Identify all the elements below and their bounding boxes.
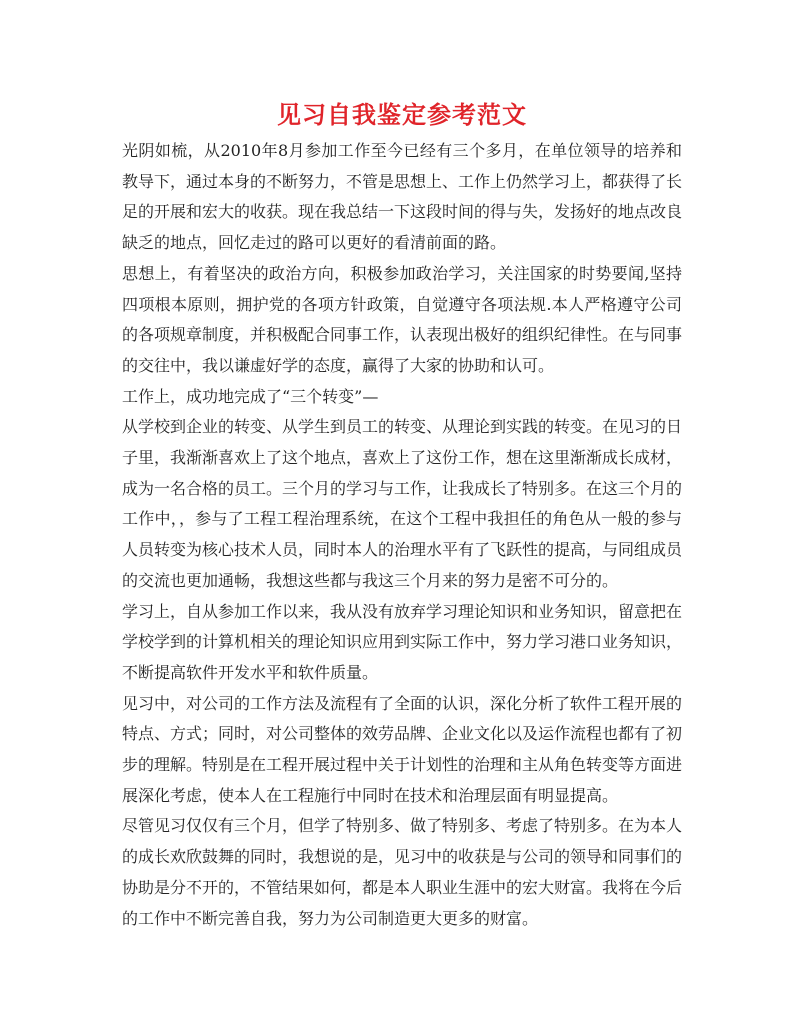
paragraph-conclusion: 尽管见习仅仅有三个月，但学了特别多、做了特别多、考虑了特别多。在为本人的成长欢欣鼓舞的同时，我想说的是，见习中的收获是与公司的领导和同事们的协助是分不开的，不管结果如何，都是本人职业生涯中的宏大财富。我将在今后的工作中不断完善自我，努力为公司制造更大更多的财富。 [122,816,683,928]
paragraph-thought: 思想上，有着坚决的政治方向，积极参加政治学习，关注国家的时势要闻,坚持四项根本原则，拥护党的各项方针政策，自觉遵守各项法规.本人严格遵守公司的各项规章制度，并积极配合同事工作，认表现出极好的组织纪律性。在与同事的交往中，我以谦虚好学的态度，赢得了大家的协助和认可。 [122,263,683,375]
document-title: 见习自我鉴定参考范文 [277,100,527,129]
paragraph-work-heading: 工作上，成功地完成了“三个转变”— [122,386,379,406]
paragraph-study: 学习上，自从参加工作以来，我从没有放弃学习理论知识和业务知识，留意把在学校学到的计算机相关的理论知识应用到实际工作中，努力学习港口业务知识，不断提高软件开发水平和软件质量。 [122,601,683,682]
paragraph-internship: 见习中，对公司的工作方法及流程有了全面的认识，深化分析了软件工程开展的特点、方式；同时，对公司整体的效劳品牌、企业文化以及运作流程也都有了初步的理解。特别是在工程开展过程中关于计划性的治理和主从角色转变等方面进展深化考虑，使本人在工程施行中同时在技术和治理层面有明显提高。 [122,693,683,805]
paragraph-work: 从学校到企业的转变、从学生到员工的转变、从理论到实践的转变。在见习的日子里，我渐渐喜欢上了这个地点，喜欢上了这份工作，想在这里渐渐成长成材，成为一名合格的员工。三个月的学习与工作，让我成长了特别多。在这三个月的工作中，，参与了工程工程治理系统，在这个工程中我担任的角色从一般的参与人员转变为核心技术人员，同时本人的治理水平有了飞跃性的提高，与同组成员的交流也更加通畅，我想这些都与我这三个月来的努力是密不可分的。 [122,417,683,590]
paragraph-intro: 光阴如梳，从2010年8月参加工作至今已经有三个多月，在单位领导的培养和教导下，通过本身的不断努力，不管是思想上、工作上仍然学习上，都获得了长足的开展和宏大的收获。现在我总结一下这段时间的得与失，发扬好的地点改良缺乏的地点，回忆走过的路可以更好的看清前面的路。 [122,141,683,253]
document-page [122,98,682,934]
